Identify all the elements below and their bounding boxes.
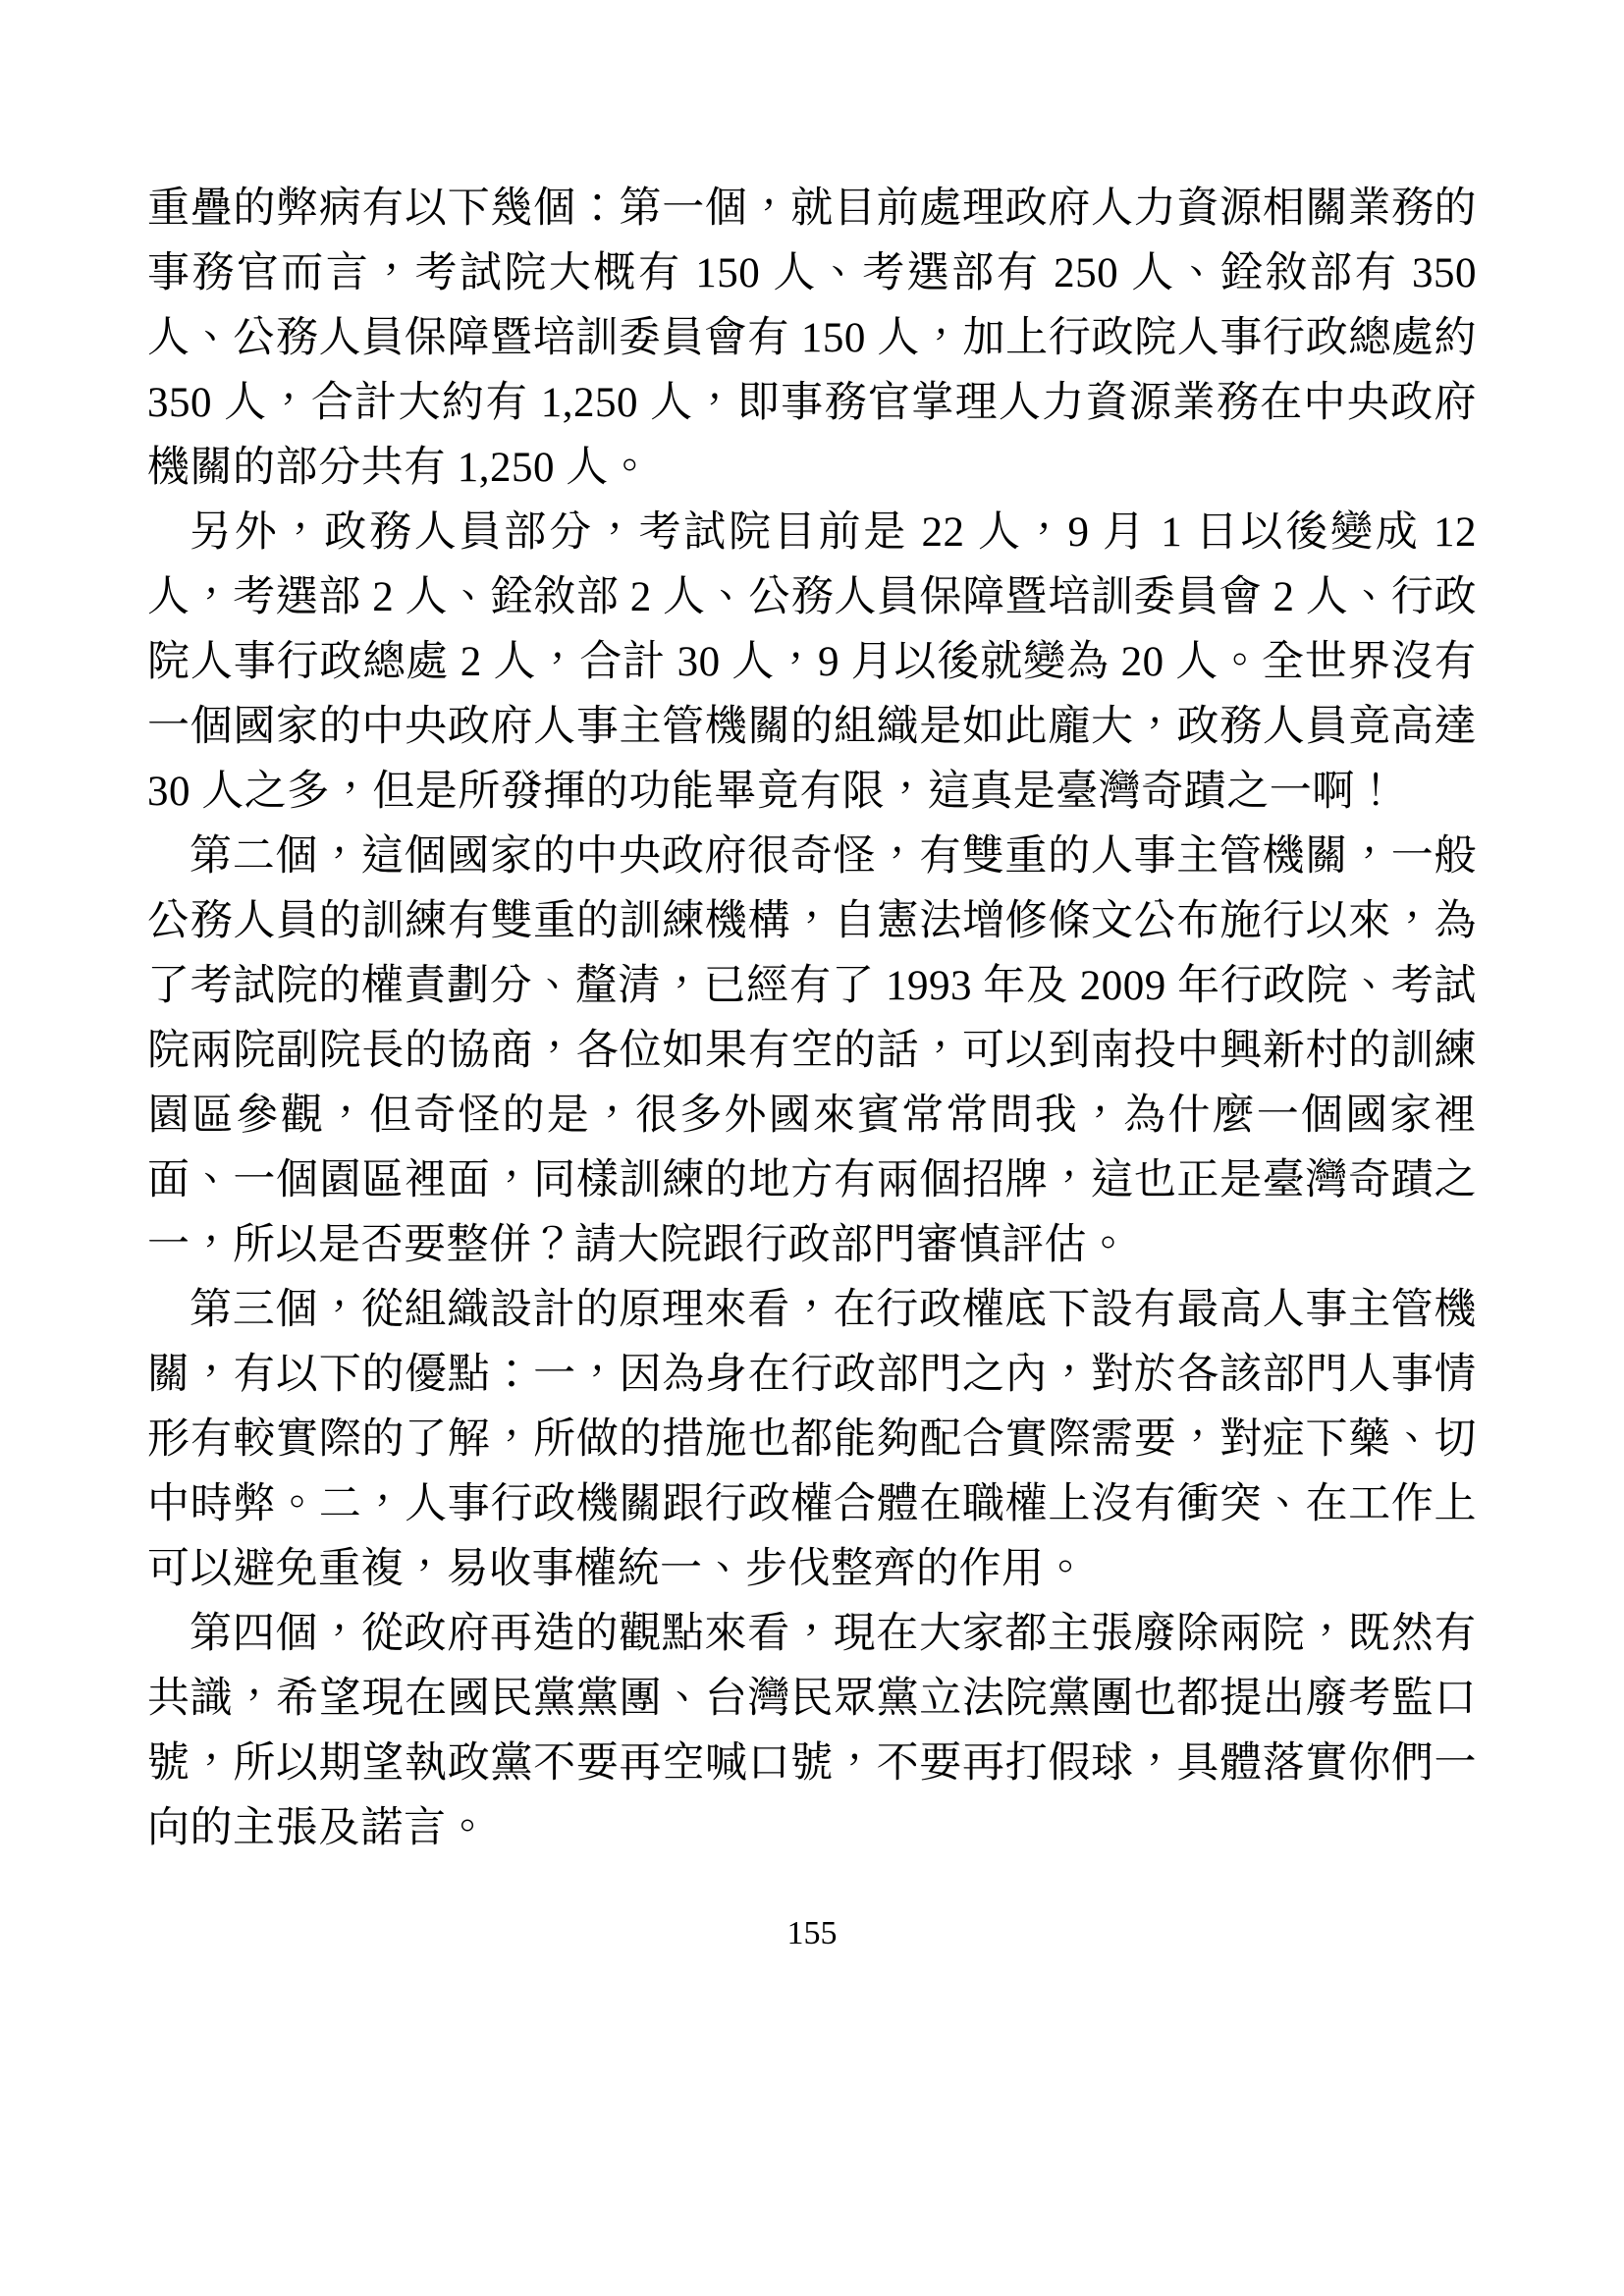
paragraph-3: 第二個，這個國家的中央政府很奇怪，有雙重的人事主管機關，一般公務人員的訓練有雙重的訓練機構，自憲法增修條文公布施行以來，為了考試院的權責劃分、釐清，已經有了 1993 年及 2009 年行政院、考試院兩院副院長的協商，各位如果有空的話，可以到南投中興新村的訓練園區參觀，但奇怪的是，很多外國來賓常常問我，為什麼一個國家裡面、一個園區裡面，同樣訓練的地方有兩個招牌，這也正是臺灣奇蹟之一，所以是否要整併？請大院跟行政部門審慎評估。: [147, 833, 1477, 1268]
page-number: 155: [786, 1915, 838, 1951]
paragraph-4: 第三個，從組織設計的原理來看，在行政權底下設有最高人事主管機關，有以下的優點：一，因為身在行政部門之內，對於各該部門人事情形有較實際的了解，所做的措施也都能夠配合實際需要，對症下藥、切中時弊。二，人事行政機關跟行政權合體在職權上沒有衝突、在工作上可以避免重複，易收事權統一、步伐整齊的作用。: [147, 1287, 1477, 1592]
paragraph-1: 重疊的弊病有以下幾個：第一個，就目前處理政府人力資源相關業務的事務官而言，考試院大概有 150 人、考選部有 250 人、銓敘部有 350 人、公務人員保障暨培訓委員會有 150 人，加上行政院人事行政總處約 350 人，合計大約有 1,250 人，即事務官掌理人力資源業務在中央政府機關的部分共有 1,250 人。: [147, 186, 1477, 491]
document-body: [147, 177, 1477, 1861]
paragraph-5: 第四個，從政府再造的觀點來看，現在大家都主張廢除兩院，既然有共識，希望現在國民黨黨團、台灣民眾黨立法院黨團也都提出廢考監口號，所以期望執政黨不要再空喊口號，不要再打假球，具體落實你們一向的主張及諾言。: [147, 1611, 1477, 1851]
paragraph-2: 另外，政務人員部分，考試院目前是 22 人，9 月 1 日以後變成 12 人，考選部 2 人、銓敘部 2 人、公務人員保障暨培訓委員會 2 人、行政院人事行政總處 2 人，合計 30 人，9 月以後就變為 20 人。全世界沒有一個國家的中央政府人事主管機關的組織是如此龐大，政務人員竟高達 30 人之多，但是所發揮的功能畢竟有限，這真是臺灣奇蹟之一啊！: [147, 509, 1477, 815]
